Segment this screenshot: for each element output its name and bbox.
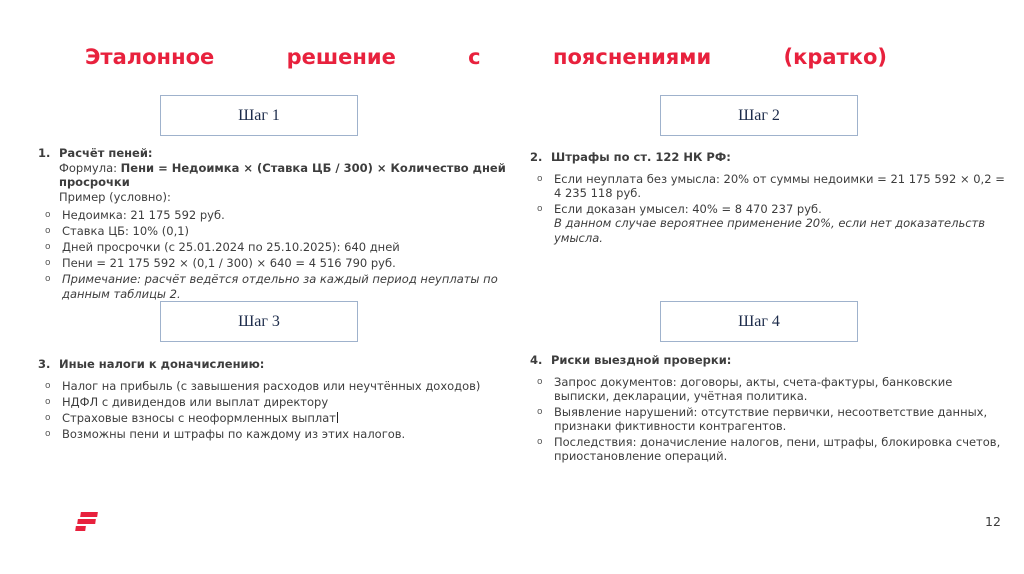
bullet-marker: o — [45, 210, 51, 220]
list-item — [38, 427, 516, 442]
bullet-marker: o — [537, 436, 543, 447]
section-head — [38, 146, 516, 204]
bullet-text: Дней просрочки (с 25.01.2024 по 25.10.2025): 640 дней — [62, 240, 400, 254]
section-number: 1. — [38, 146, 51, 160]
bullet-text: Ставка ЦБ: 10% (0,1) — [62, 224, 190, 238]
list-item — [530, 172, 1009, 201]
step-label-3: Шаг 3 — [238, 312, 280, 330]
bullet-marker: o — [537, 376, 543, 387]
bullet-marker: o — [45, 396, 51, 407]
section-heading: Штрафы по ст. 122 НК РФ: — [551, 150, 731, 164]
step-box-3[interactable] — [160, 301, 358, 342]
section-head — [530, 150, 1009, 165]
formula-label: Формула: — [59, 160, 121, 175]
formula-text: Пени = Недоимка × (Ставка ЦБ / 300) × Количество дней просрочки — [59, 160, 506, 189]
list-item — [530, 202, 1009, 246]
bullet-marker: o — [537, 203, 543, 214]
section-number: 2. — [530, 150, 543, 164]
section-heading: Риски выездной проверки: — [551, 353, 732, 367]
section-audit-risks[interactable] — [530, 353, 1011, 465]
step-label-1: Шаг 1 — [238, 106, 280, 124]
bullet-text — [554, 202, 1009, 246]
bullet-marker: o — [45, 226, 51, 236]
bullet-text: Налог на прибыль (с завышения расходов или неучтённых доходов) — [62, 378, 481, 393]
bullet-marker: o — [45, 258, 51, 268]
bullet-marker: o — [45, 274, 51, 284]
bullet-list — [530, 172, 1009, 246]
section-number: 4. — [530, 353, 543, 367]
step-label-4: Шаг 4 — [738, 312, 780, 330]
text-cursor — [337, 412, 338, 423]
list-item — [38, 224, 516, 239]
list-item — [38, 256, 516, 271]
bullet-list — [530, 375, 1011, 464]
section-fines[interactable] — [530, 150, 1009, 246]
section-heading: Расчёт пеней: — [59, 146, 153, 160]
bullet-note-text: Примечание: расчёт ведётся отдельно за каждый период неуплаты по данным таблицы 2. — [62, 272, 498, 301]
bullet-text-with-cursor[interactable] — [62, 411, 516, 426]
bullet-list — [38, 379, 516, 442]
bullet-marker: o — [45, 412, 51, 423]
section-head-content — [551, 353, 1011, 368]
step-label-2: Шаг 2 — [738, 106, 780, 124]
section-other-taxes[interactable] — [38, 357, 516, 443]
bullet-marker: o — [45, 428, 51, 439]
bullet-note-text: В данном случае вероятнее применение 20%, если нет доказательств умысла. — [554, 216, 986, 245]
list-item — [530, 435, 1011, 464]
section-head — [530, 353, 1011, 368]
step-box-1[interactable] — [160, 95, 358, 136]
brand-logo-icon — [74, 511, 98, 533]
bullet-marker: o — [537, 173, 543, 184]
step-box-2[interactable] — [660, 95, 858, 136]
list-item — [38, 379, 516, 394]
list-item — [38, 411, 516, 426]
list-item — [38, 272, 516, 301]
section-heading: Иные налоги к доначислению: — [59, 357, 265, 371]
section-head — [38, 357, 516, 372]
bullet-marker: o — [45, 242, 51, 252]
bullet-marker: o — [45, 380, 51, 391]
bullet-text: Если неуплата без умысла: 20% от суммы недоимки = 21 175 592 × 0,2 = 4 235 118 руб. — [554, 171, 1005, 200]
list-item — [530, 405, 1011, 434]
section-head-content — [59, 146, 516, 204]
bullet-text: Возможны пени и штрафы по каждому из этих налогов. — [62, 426, 406, 441]
slide-title[interactable]: Эталонное решение с пояснениями (кратко) — [85, 45, 887, 69]
section-head-content — [59, 357, 516, 372]
section-number: 3. — [38, 357, 51, 371]
list-item — [38, 240, 516, 255]
example-label: Пример (условно): — [59, 189, 171, 204]
step-box-4[interactable] — [660, 301, 858, 342]
bullet-text: Страховые взносы с неоформленных выплат — [62, 410, 336, 425]
bullet-text: Недоимка: 21 175 592 руб. — [62, 208, 225, 222]
section-penalty-calc[interactable] — [38, 146, 516, 302]
bullet-text: Запрос документов: договоры, акты, счета-фактуры, банковские выписки, декларации, учётная политика. — [554, 374, 953, 403]
bullet-text: Выявление нарушений: отсутствие первички, несоответствие данных, признаки фиктивности контрагентов. — [554, 404, 988, 433]
list-item — [38, 208, 516, 223]
list-item — [530, 375, 1011, 404]
bullet-marker: o — [537, 406, 543, 417]
page-number: 12 — [985, 514, 1001, 529]
formula-line — [59, 161, 516, 190]
bullet-list — [38, 208, 516, 301]
bullet-main-text: Если доказан умысел: 40% = 8 470 237 руб. — [554, 201, 822, 216]
bullet-text: Пени = 21 175 592 × (0,1 / 300) × 640 = 4 516 790 руб. — [62, 256, 396, 270]
list-item — [38, 395, 516, 410]
section-head-content — [551, 150, 1009, 165]
bullet-text: Последствия: доначисление налогов, пени, штрафы, блокировка счетов, приостановление операций. — [554, 434, 1001, 463]
bullet-text: НДФЛ с дивидендов или выплат директору — [62, 394, 329, 409]
